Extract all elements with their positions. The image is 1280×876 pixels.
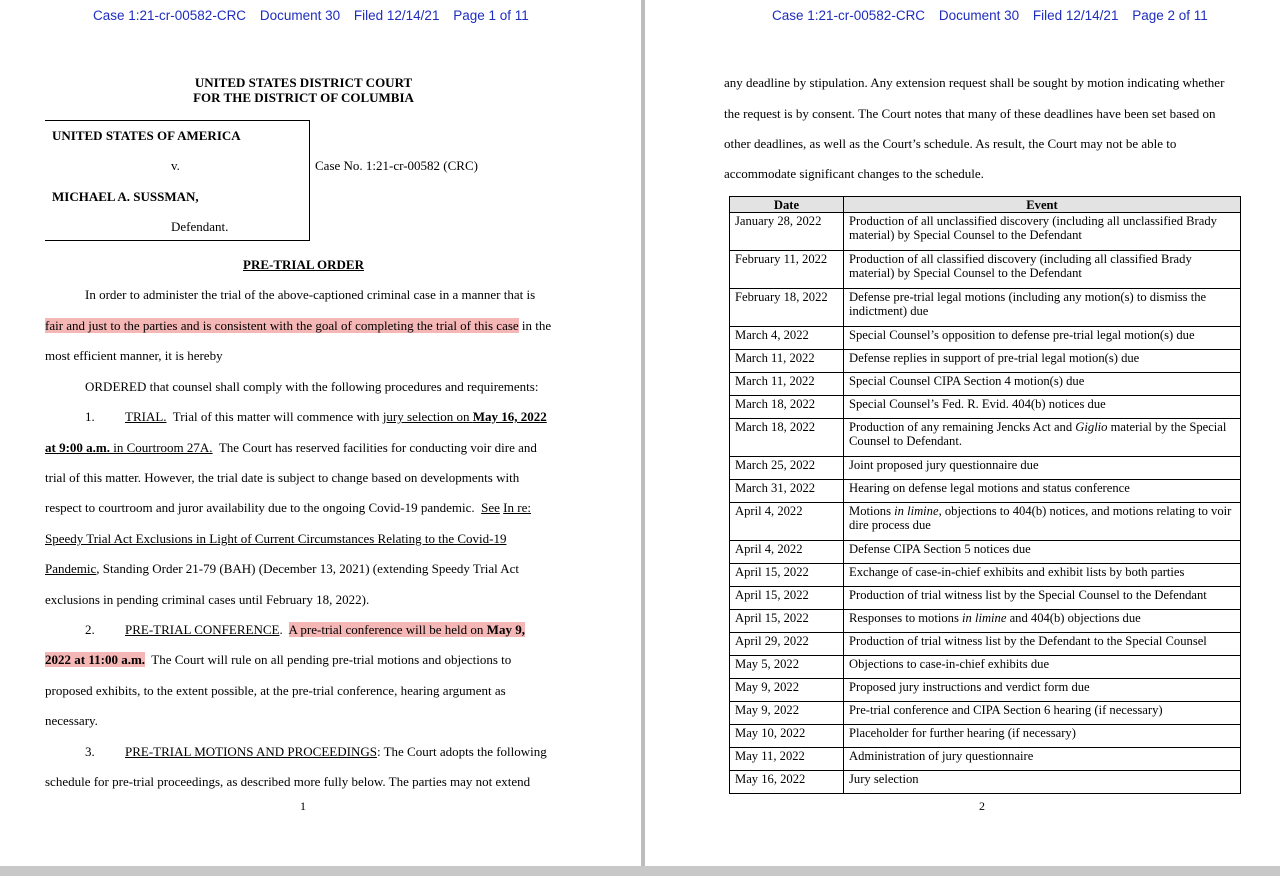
table-row	[730, 503, 1241, 541]
page-count: Page 2 of 11	[1132, 8, 1208, 23]
item1-heading: TRIAL.	[125, 409, 167, 424]
item2-heading: PRE-TRIAL CONFERENCE	[125, 622, 280, 637]
event-cell: Motions in limine, objections to 404(b) notices, and motions relating to voir dire process due	[844, 503, 1241, 541]
event-cell: Joint proposed jury questionnaire due	[844, 457, 1241, 480]
date-cell: April 15, 2022	[730, 587, 844, 610]
table-row	[730, 419, 1241, 457]
item2-number: 2.	[85, 622, 95, 637]
conference-date: 2022 at 11:00 a.m.	[45, 652, 146, 667]
page-number: 1	[300, 799, 306, 813]
table-row	[730, 564, 1241, 587]
event-cell: Exchange of case-in-chief exhibits and exhibit lists by both parties	[844, 564, 1241, 587]
date-cell: March 18, 2022	[730, 396, 844, 419]
table-row	[730, 289, 1241, 327]
filed-date: Filed 12/14/21	[1032, 8, 1119, 23]
case-number: Case 1:21-cr-00582-CRC	[772, 8, 926, 23]
item1-line6: Pandemic, Standing Order 21-79 (BAH) (December 13, 2021) (extending Speedy Trial Act	[45, 561, 520, 576]
item2-line3: proposed exhibits, to the extent possible, at the pre-trial conference, hearing argument as	[45, 683, 506, 698]
date-cell: May 11, 2022	[730, 748, 844, 771]
plaintiff-name: UNITED STATES OF AMERICA	[52, 128, 241, 143]
defendant-name: MICHAEL A. SUSSMAN,	[52, 189, 199, 204]
item1-line7: exclusions in pending criminal cases until February 18, 2022).	[45, 592, 370, 607]
event-cell: Defense replies in support of pre-trial legal motion(s) due	[844, 350, 1241, 373]
page-number: 2	[979, 799, 985, 813]
date-cell: May 16, 2022	[730, 771, 844, 794]
event-cell: Special Counsel’s opposition to defense pre-trial legal motion(s) due	[844, 327, 1241, 350]
ordered-line: ORDERED that counsel shall comply with the following procedures and requirements:	[85, 379, 539, 394]
date-cell: March 11, 2022	[730, 373, 844, 396]
table-row	[730, 373, 1241, 396]
item1-line2: at 9:00 a.m. in Courtroom 27A. The Court has reserved facilities for conducting voir dire and	[45, 440, 537, 455]
table-row	[730, 396, 1241, 419]
date-cell: February 18, 2022	[730, 289, 844, 327]
event-cell: Administration of jury questionnaire	[844, 748, 1241, 771]
filed-date: Filed 12/14/21	[353, 8, 440, 23]
document-number: Document 30	[259, 8, 341, 23]
date-cell: May 10, 2022	[730, 725, 844, 748]
date-cell: March 11, 2022	[730, 350, 844, 373]
table-row	[730, 480, 1241, 503]
table-row	[730, 633, 1241, 656]
intro-line3: most efficient manner, it is hereby	[45, 348, 223, 363]
date-cell: April 15, 2022	[730, 610, 844, 633]
date-cell: April 29, 2022	[730, 633, 844, 656]
item2-line2: 2022 at 11:00 a.m. The Court will rule on all pending pre-trial motions and objections to	[45, 652, 512, 667]
court-name-line2: FOR THE DISTRICT OF COLUMBIA	[193, 90, 414, 105]
date-cell: April 15, 2022	[730, 564, 844, 587]
date-cell: February 11, 2022	[730, 251, 844, 289]
event-cell: Jury selection	[844, 771, 1241, 794]
event-cell: Defense pre-trial legal motions (including any motion(s) to dismiss the indictment) due	[844, 289, 1241, 327]
event-cell: Placeholder for further hearing (if necessary)	[844, 725, 1241, 748]
item3-heading: PRE-TRIAL MOTIONS AND PROCEEDINGS	[125, 744, 377, 759]
table-row	[730, 771, 1241, 794]
para-line3: other deadlines, as well as the Court’s schedule. As result, the Court may not be able to	[724, 136, 1177, 151]
event-cell: Responses to motions in limine and 404(b) objections due	[844, 610, 1241, 633]
event-cell: Production of trial witness list by the Special Counsel to the Defendant	[844, 587, 1241, 610]
viewer-bottom-bar	[0, 866, 1280, 876]
item3-line2: schedule for pre-trial proceedings, as described more fully below. The parties may not extend	[45, 774, 531, 789]
versus: v.	[171, 158, 180, 173]
para-line1: any deadline by stipulation. Any extension request shall be sought by motion indicating whether	[724, 75, 1225, 90]
event-cell: Production of trial witness list by the Defendant to the Special Counsel	[844, 633, 1241, 656]
event-cell: Production of all unclassified discovery (including all unclassified Brady material) by Special Counsel to the Defendant	[844, 213, 1241, 251]
date-cell: May 5, 2022	[730, 656, 844, 679]
intro-line1: In order to administer the trial of the above-captioned criminal case in a manner that is	[85, 287, 536, 302]
document-page-1	[0, 0, 641, 866]
date-cell: March 31, 2022	[730, 480, 844, 503]
item3-line1: PRE-TRIAL MOTIONS AND PROCEEDINGS: The Court adopts the following	[125, 744, 547, 759]
table-row	[730, 457, 1241, 480]
table-row	[730, 702, 1241, 725]
event-cell: Special Counsel’s Fed. R. Evid. 404(b) notices due	[844, 396, 1241, 419]
event-cell: Pre-trial conference and CIPA Section 6 hearing (if necessary)	[844, 702, 1241, 725]
case-no: Case No. 1:21-cr-00582 (CRC)	[315, 158, 478, 173]
defendant-role: Defendant.	[171, 219, 229, 234]
ecf-header	[772, 8, 1218, 23]
event-cell: Special Counsel CIPA Section 4 motion(s) due	[844, 373, 1241, 396]
item1-number: 1.	[85, 409, 95, 424]
case-number: Case 1:21-cr-00582-CRC	[93, 8, 247, 23]
item1-line4: respect to courtroom and juror availability due to the ongoing Covid-19 pandemic. See In re:	[45, 500, 531, 515]
ecf-header	[93, 8, 539, 23]
table-row	[730, 213, 1241, 251]
date-cell: January 28, 2022	[730, 213, 844, 251]
column-header-date: Date	[730, 197, 844, 213]
table-header-row	[730, 197, 1241, 213]
item2-line4: necessary.	[45, 713, 98, 728]
trial-date: May 16, 2022	[472, 409, 547, 424]
table-row	[730, 541, 1241, 564]
item1-line3: trial of this matter. However, the trial date is subject to change based on developments with	[45, 470, 520, 485]
para-line2: the request is by consent. The Court notes that many of these deadlines have been set based on	[724, 106, 1216, 121]
court-name-line1: UNITED STATES DISTRICT COURT	[194, 75, 413, 90]
trial-time: at 9:00 a.m.	[45, 440, 110, 455]
item3-number: 3.	[85, 744, 95, 759]
event-cell: Production of any remaining Jencks Act and Giglio material by the Special Counsel to Defendant.	[844, 419, 1241, 457]
table-row	[730, 748, 1241, 771]
schedule-table	[729, 196, 1241, 794]
date-cell: March 18, 2022	[730, 419, 844, 457]
item2-line1: PRE-TRIAL CONFERENCE. A pre-trial conference will be held on May 9,	[125, 622, 525, 637]
table-row	[730, 350, 1241, 373]
date-cell: May 9, 2022	[730, 679, 844, 702]
event-cell: Defense CIPA Section 5 notices due	[844, 541, 1241, 564]
event-cell: Objections to case-in-chief exhibits due	[844, 656, 1241, 679]
table-row	[730, 656, 1241, 679]
date-cell: April 4, 2022	[730, 541, 844, 564]
column-header-event: Event	[844, 197, 1241, 213]
date-cell: April 4, 2022	[730, 503, 844, 541]
table-row	[730, 725, 1241, 748]
table-row	[730, 251, 1241, 289]
date-cell: May 9, 2022	[730, 702, 844, 725]
page-count: Page 1 of 11	[453, 8, 529, 23]
table-row	[730, 587, 1241, 610]
table-row	[730, 327, 1241, 350]
table-row	[730, 610, 1241, 633]
para-line4: accommodate significant changes to the schedule.	[724, 166, 984, 181]
event-cell: Hearing on defense legal motions and status conference	[844, 480, 1241, 503]
item1-line1: TRIAL. Trial of this matter will commence with jury selection on May 16, 2022	[125, 409, 547, 424]
highlight: fair and just to the parties and is consistent with the goal of completing the trial of this case	[45, 318, 519, 333]
date-cell: March 4, 2022	[730, 327, 844, 350]
order-title: PRE-TRIAL ORDER	[243, 257, 364, 272]
event-cell: Production of all classified discovery (including all classified Brady material) by Special Counsel to the Defendant	[844, 251, 1241, 289]
intro-line2: fair and just to the parties and is consistent with the goal of completing the trial of this case in the	[45, 318, 552, 333]
document-number: Document 30	[938, 8, 1020, 23]
item1-line5: Speedy Trial Act Exclusions in Light of Current Circumstances Relating to the Covid-19	[45, 531, 507, 546]
document-page-2	[645, 0, 1280, 866]
table-row	[730, 679, 1241, 702]
date-cell: March 25, 2022	[730, 457, 844, 480]
event-cell: Proposed jury instructions and verdict form due	[844, 679, 1241, 702]
